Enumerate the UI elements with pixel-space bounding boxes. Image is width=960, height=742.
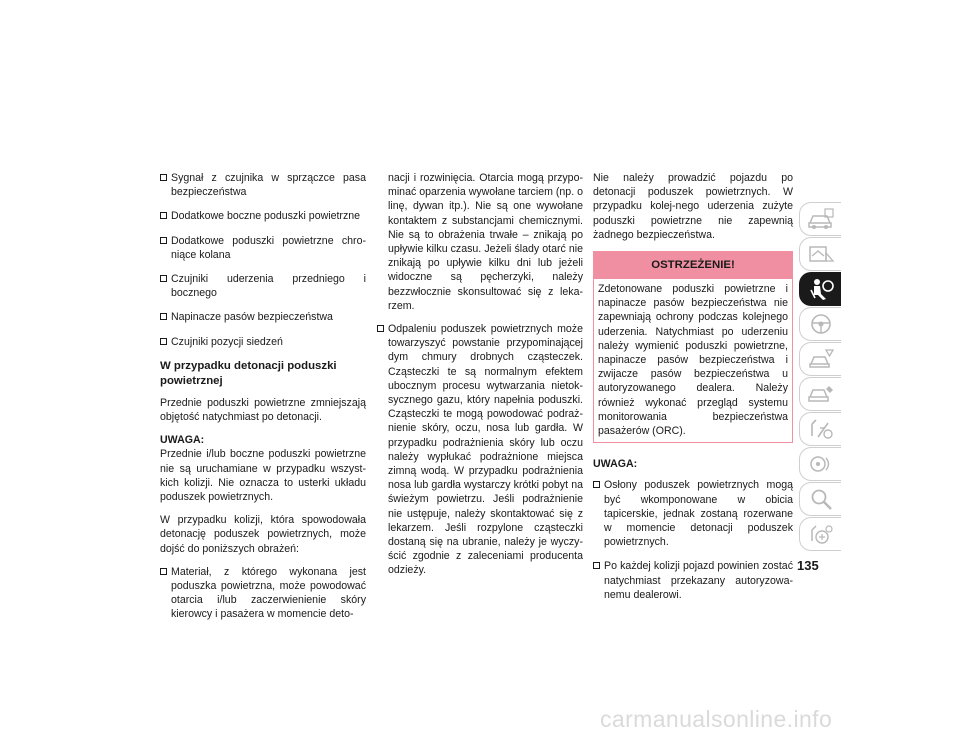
paragraph: Przednie poduszki powietrzne zmniejszają objętość natychmiast po detonacji. bbox=[160, 396, 366, 424]
note-text: Przednie i/lub boczne poduszki powietrzne nie są uruchamiane w przypadku wszyst-kich kolizji. Nie oznacza to usterki układu poduszek powietrznych. bbox=[160, 448, 366, 504]
bullet-item: Osłony poduszek powietrznych mogą być wkomponowane w obicia tapicerskie, jednak zostaną rozerwane w momencie detonacji poduszek powietrznych. bbox=[593, 478, 793, 549]
multimedia-icon bbox=[806, 451, 836, 477]
checkbox-bullet-icon bbox=[160, 568, 167, 575]
warning-title: OSTRZEŻENIE! bbox=[594, 252, 792, 279]
tab-car-emergency[interactable] bbox=[799, 342, 841, 376]
checkbox-bullet-icon bbox=[160, 174, 167, 181]
watermark: carmanualsonline.info bbox=[600, 706, 833, 732]
checkbox-bullet-icon bbox=[377, 325, 384, 332]
bullet-item: Po każdej kolizji pojazd powinien zostać natychmiast przekazany autoryzowa-nemu dealerowi. bbox=[593, 559, 793, 602]
tab-car-service[interactable] bbox=[799, 377, 841, 411]
tab-steering-wheel[interactable] bbox=[799, 307, 841, 341]
checkbox-bullet-icon bbox=[160, 237, 167, 244]
instrument-panel-icon bbox=[806, 241, 836, 267]
car-info-icon bbox=[806, 206, 836, 232]
tab-car-info[interactable] bbox=[799, 202, 841, 236]
airbag-safety-icon bbox=[806, 276, 836, 302]
bullet-item: Czujniki pozycji siedzeń bbox=[160, 335, 366, 349]
note-label: UWAGA: bbox=[593, 458, 638, 471]
paragraph: Nie należy prowadzić pojazdu po detonacji poduszek powietrznych. W przypadku kolej-nego uderzenia zużyte poduszki powietrzne nie zapewnią żadnego bezpieczeństwa. bbox=[593, 172, 793, 241]
checkbox-bullet-icon bbox=[160, 313, 167, 320]
bullet-item: Czujniki uderzenia przedniego i bocznego bbox=[160, 272, 366, 300]
checkbox-bullet-icon bbox=[160, 275, 167, 282]
tab-languages[interactable] bbox=[799, 517, 841, 551]
tab-airbag-safety[interactable] bbox=[799, 272, 841, 306]
car-service-icon bbox=[806, 381, 836, 407]
car-emergency-icon bbox=[806, 346, 836, 372]
languages-icon bbox=[806, 521, 836, 547]
tab-search-index[interactable] bbox=[799, 482, 841, 516]
page-number: 135 bbox=[797, 558, 819, 573]
checkbox-bullet-icon bbox=[160, 212, 167, 219]
tab-specifications[interactable] bbox=[799, 412, 841, 446]
warning-box bbox=[593, 251, 793, 443]
tab-instrument-panel[interactable] bbox=[799, 237, 841, 271]
steering-wheel-icon bbox=[806, 311, 836, 337]
warning-text: Zdetonowane poduszki powietrzne i napinacze pasów bezpieczeństwa nie zapewniają ochrony podczas kolejnego uderzenia. Natychmiast po uderzeniu należy wymienić poduszki powietrzne, napinacze pasów bezpieczeństwa i zwijacze pasów bezpieczeństwa u autoryzowanego dealera. Należy również wykonać przegląd systemu monitorowania bezpieczeństwa pasażerów (ORC). bbox=[598, 283, 788, 438]
note-block bbox=[160, 433, 366, 504]
continued-paragraph: nacji i rozwinięcia. Otarcia mogą przypo-minać oparzenia wywołane tarciem (np. o linę, dywan itp.). Nie są one wywołane kontaktem z substancjami chemicznymi. Nie są to obrażenia trwałe – znikają po upływie kilku czasu. Jeżeli ślady otarć nie znikają po upływie kilku dni lub jeżeli widoczne są pęcherzyki, należy bezzwłocznie skonsultować się z leka-rzem. bbox=[388, 172, 583, 312]
bullet-item: Materiał, z którego wykonana jest poduszka powietrzna, może powodować otarcia i/lub zaczerwienienie skóry kierowcy i pasażera w momencie deto- bbox=[160, 565, 366, 622]
tab-multimedia[interactable] bbox=[799, 447, 841, 481]
chapter-tabs bbox=[799, 202, 841, 552]
paragraph: W przypadku kolizji, która spowodowała detonację poduszek powietrznych, może dojść do poniższych obrażeń: bbox=[160, 514, 366, 555]
note-label: UWAGA: bbox=[160, 434, 205, 447]
column-2 bbox=[377, 171, 583, 588]
column-1 bbox=[160, 171, 366, 632]
bullet-item: Dodatkowe poduszki powietrzne chro-niące kolana bbox=[160, 234, 366, 262]
checkbox-bullet-icon bbox=[160, 338, 167, 345]
bullet-item: Odpaleniu poduszek powietrznych może towarzyszyć powstanie przypominającej dym chmury drobnych cząsteczek. Cząsteczki te są normalnym efektem ubocznym procesu wytwarzania nietok-sycznego gazu, który napełnia poduszki. Cząsteczki te mogą powodować podraż-nienie skóry, oczu, nosa lub gardła. W przypadku podrażnienia skóry lub oczu należy wypłukać podrażnione miejsca zimną wodą. W przypadku podrażnienia nosa lub gardła wystarczy krótki pobyt na świeżym powietrzu. Jeśli podrażnienie nie ustępuje, należy skontaktować się z lekarzem. Jeśli rozpylone cząsteczki dostaną się na ubranie, należy je wyczy-ścić zgodnie z zaleceniami producenta odzieży. bbox=[377, 322, 583, 578]
checkbox-bullet-icon bbox=[593, 562, 600, 569]
section-heading: W przypadku detonacji poduszki powietrznej bbox=[160, 359, 337, 387]
bullet-item: Dodatkowe boczne poduszki powietrzne bbox=[160, 209, 366, 223]
bullet-item: Napinacze pasów bezpieczeństwa bbox=[160, 310, 366, 324]
specifications-icon bbox=[806, 416, 836, 442]
search-index-icon bbox=[806, 486, 836, 512]
bullet-item: Sygnał z czujnika w sprzączce pasa bezpieczeństwa bbox=[160, 171, 366, 199]
column-3 bbox=[593, 171, 793, 612]
checkbox-bullet-icon bbox=[593, 481, 600, 488]
